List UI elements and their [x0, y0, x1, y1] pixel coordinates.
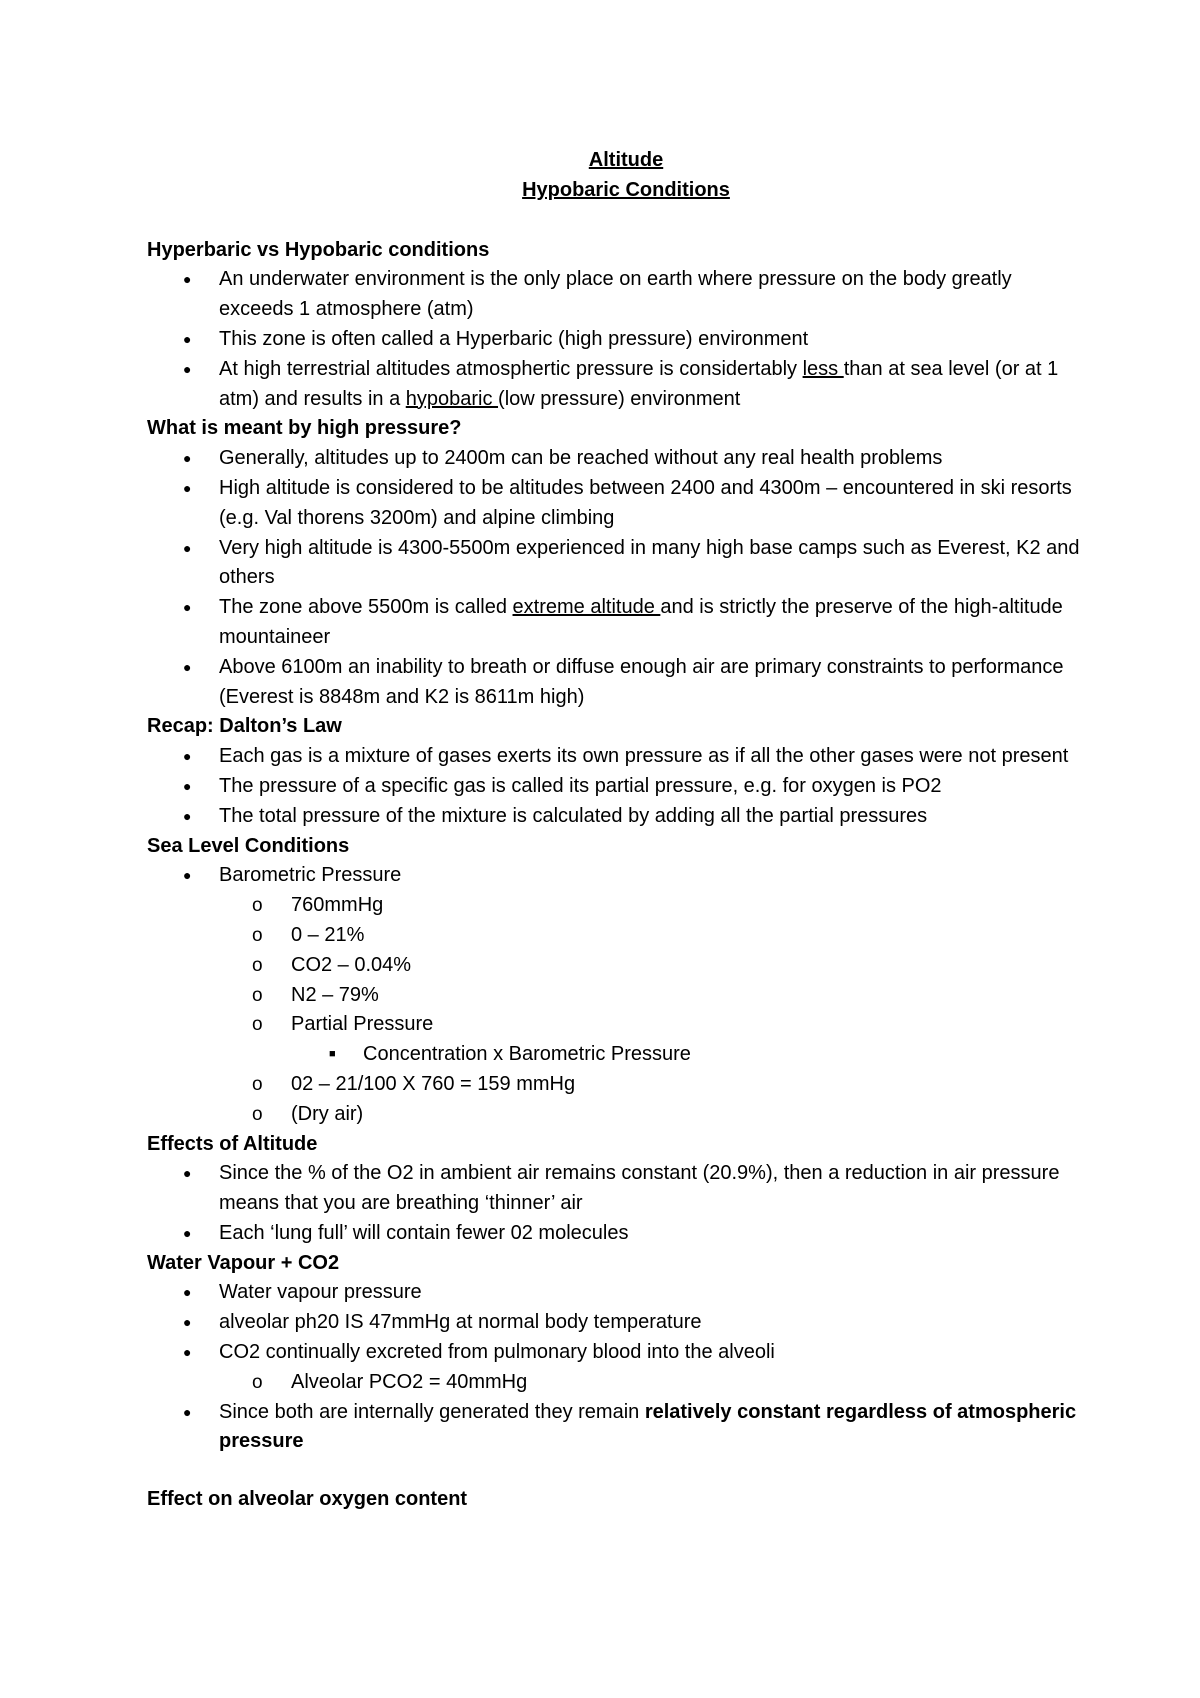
sub-list-item: o Alveolar PCO2 = 40mmHg [147, 1368, 1087, 1398]
bullet-icon: ● [183, 658, 192, 675]
list-item: ● Each gas is a mixture of gases exerts its own pressure as if all the other gases were not present [147, 742, 1087, 772]
bullet-icon: ● [183, 1314, 192, 1331]
bullet-icon: ● [183, 1344, 192, 1361]
list-item: ● Water vapour pressure [147, 1278, 1087, 1308]
bullet-list [147, 742, 1087, 831]
bullet-icon: ● [183, 777, 192, 794]
bullet-icon: ● [183, 450, 192, 467]
circle-bullet-icon: o [252, 924, 263, 946]
list-item: ● Since both are internally generated they remain relatively constant regardless of atmospheric pressure [147, 1398, 1087, 1458]
list-item: ● Generally, altitudes up to 2400m can be reached without any real health problems [147, 444, 1087, 474]
bullet-list [147, 265, 1087, 414]
list-item: ● CO2 continually excreted from pulmonary blood into the alveoli [147, 1338, 1087, 1368]
bullet-icon: ● [183, 599, 192, 616]
list-item: ● The zone above 5500m is called extreme altitude and is strictly the preserve of the high-altitude mountaineer [147, 593, 1087, 653]
sub-list-item: o 0 – 21% [147, 921, 1087, 951]
circle-bullet-icon: o [252, 954, 263, 976]
bullet-list [147, 444, 1087, 712]
section-heading: What is meant by high pressure? [147, 417, 462, 440]
bullet-icon: ● [183, 271, 192, 288]
list-item: ● An underwater environment is the only place on earth where pressure on the body greatly exceeds 1 atmosphere (atm) [147, 265, 1087, 325]
bullet-icon: ● [183, 539, 192, 556]
sub-list-item: o 02 – 21/100 X 760 = 159 mmHg [147, 1070, 1087, 1100]
circle-bullet-icon: o [252, 984, 263, 1006]
list-item: ● This zone is often called a Hyperbaric (high pressure) environment [147, 325, 1087, 355]
sub-sub-list-item: ■ Concentration x Barometric Pressure [147, 1040, 1087, 1070]
page-title: Altitude [588, 149, 664, 171]
circle-bullet-icon: o [252, 1014, 263, 1036]
section-heading: Recap: Dalton’s Law [147, 715, 342, 738]
bullet-icon: ● [183, 807, 192, 824]
bullet-list [147, 1159, 1087, 1248]
circle-bullet-icon: o [252, 1073, 263, 1095]
bullet-icon: ● [183, 330, 192, 347]
bullet-icon: ● [183, 1403, 192, 1420]
section-heading: Sea Level Conditions [147, 834, 350, 857]
list-item: ● Very high altitude is 4300-5500m experienced in many high base camps such as Everest, K2 and others [147, 534, 1087, 594]
list-item: ● Above 6100m an inability to breath or diffuse enough air are primary constraints to performance (Everest is 8848m and K2 is 8611m high) [147, 653, 1087, 713]
list-item: ● High altitude is considered to be altitudes between 2400 and 4300m – encountered in ski resorts (e.g. Val thorens 3200m) and alpine climbing [147, 474, 1087, 534]
bullet-icon: ● [183, 748, 192, 765]
sub-list-item: o N2 – 79% [147, 981, 1087, 1011]
bullet-icon: ● [183, 1224, 192, 1241]
bullet-list [147, 861, 1087, 1129]
underlined-text: less [802, 357, 844, 380]
list-item: ● Each ‘lung full’ will contain fewer 02 molecules [147, 1219, 1087, 1249]
bullet-icon: ● [183, 867, 192, 884]
bullet-list [147, 1278, 1087, 1457]
section-heading: Effects of Altitude [147, 1132, 318, 1155]
bullet-icon: ● [183, 1165, 192, 1182]
circle-bullet-icon: o [252, 895, 263, 917]
sub-list-item: o Partial Pressure [147, 1010, 1087, 1040]
list-item: ● alveolar ph20 IS 47mmHg at normal body temperature [147, 1308, 1087, 1338]
bullet-icon: ● [183, 360, 192, 377]
list-item: ● At high terrestrial altitudes atmosphertic pressure is considertably less than at sea level (or at 1 atm) and results in a hypobaric (low pressure) environment [147, 355, 1087, 415]
bullet-icon: ● [183, 479, 192, 496]
bold-text: relatively constant regardless of atmospheric pressure [219, 1400, 1077, 1453]
list-item: ● The pressure of a specific gas is called its partial pressure, e.g. for oxygen is PO2 [147, 772, 1087, 802]
list-item: ● Since the % of the O2 in ambient air remains constant (20.9%), then a reduction in air pressure means that you are breathing ‘thinner’ air [147, 1159, 1087, 1219]
list-item: ● The total pressure of the mixture is calculated by adding all the partial pressures [147, 802, 1087, 832]
underlined-text: hypobaric [405, 387, 499, 410]
circle-bullet-icon: o [252, 1371, 263, 1393]
sub-list-item: o CO2 – 0.04% [147, 951, 1087, 981]
section-heading: Hyperbaric vs Hypobaric conditions [147, 238, 490, 261]
section-heading: Water Vapour + CO2 [147, 1251, 340, 1274]
sub-list-item: o (Dry air) [147, 1100, 1087, 1130]
page-subtitle: Hypobaric Conditions [522, 178, 730, 201]
bullet-icon: ● [183, 1284, 192, 1301]
section-heading: Effect on alveolar oxygen content [147, 1488, 468, 1511]
document-body [147, 146, 1087, 1515]
underlined-text: extreme altitude [512, 596, 661, 619]
square-bullet-icon: ■ [329, 1048, 336, 1061]
list-item: ● Barometric Pressure [147, 861, 1087, 891]
circle-bullet-icon: o [252, 1103, 263, 1125]
sub-list-item: o 760mmHg [147, 891, 1087, 921]
